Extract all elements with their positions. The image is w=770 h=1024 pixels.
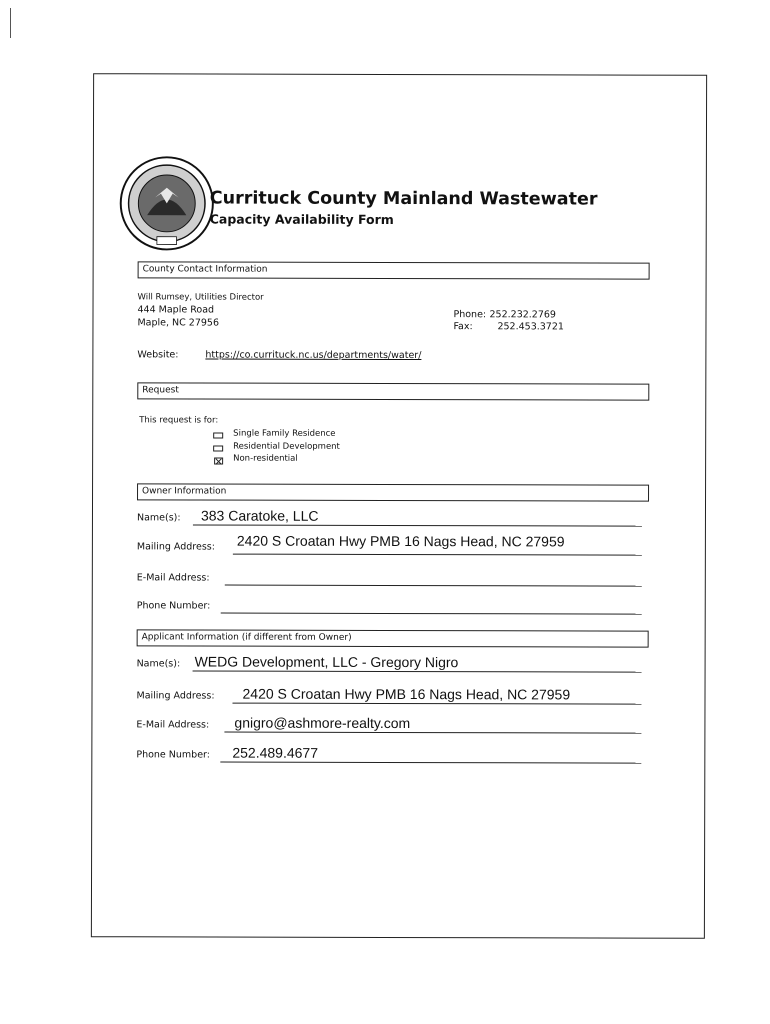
applicant-mailing-value: 2420 S Croatan Hwy PMB 16 Nags Head, NC 27959 [242,685,571,703]
owner-email-field[interactable] [137,567,642,586]
website-link[interactable]: https://co.currituck.nc.us/departments/water/ [205,349,422,362]
contact-address-line2: Maple, NC 27956 [137,317,220,329]
website-label: Website: [137,349,179,361]
form-page [91,73,707,939]
contact-phone-label: Phone: [453,309,487,321]
owner-name-field[interactable] [137,507,642,526]
owner-name-underline [193,524,642,526]
single-family-label: Single Family Residence [233,428,336,439]
applicant-name-label: Name(s): [136,658,181,670]
owner-mailing-field[interactable] [136,532,642,555]
form-subtitle: Capacity Availability Form [209,211,394,227]
applicant-name-value: WEDG Development, LLC - Gregory Nigro [194,653,459,671]
owner-email-underline [225,585,642,587]
applicant-email-label: E-Mail Address: [136,719,210,731]
applicant-phone-value: 252.489.4677 [232,744,319,761]
owner-phone-underline [221,613,642,615]
owner-mailing-value: 2420 S Croatan Hwy PMB 16 Nags Head, NC 27959 [236,532,565,550]
applicant-phone-label: Phone Number: [136,749,211,761]
single-family-checkbox[interactable] [213,433,223,439]
county-contact-section-header: County Contact Information [138,261,650,279]
residential-development-checkbox[interactable] [213,446,223,452]
applicant-phone-field[interactable] [136,744,641,763]
contact-address-line1: 444 Maple Road [137,304,215,316]
owner-email-label: E-Mail Address: [136,572,210,584]
applicant-email-field[interactable] [136,714,641,733]
contact-fax-value: 252.453.3721 [497,321,564,333]
request-section-header: Request [137,382,649,400]
contact-fax-label: Fax: [453,321,473,333]
owner-phone-label: Phone Number: [136,600,211,612]
form-title: Currituck County Mainland Wastewater [209,188,598,210]
county-seal-icon [118,154,216,252]
residential-development-label: Residential Development [233,441,340,452]
applicant-name-field[interactable] [137,653,642,672]
owner-mailing-underline [233,554,642,556]
applicant-mailing-label: Mailing Address: [136,690,215,702]
scan-edge-mark [10,8,11,38]
applicant-mailing-field[interactable] [136,685,641,704]
applicant-email-value: gnigro@ashmore-realty.com [234,714,411,732]
applicant-email-underline [224,732,641,734]
applicant-mailing-underline [232,703,641,705]
owner-section-header: Owner Information [137,483,649,501]
contact-name: Will Rumsey, Utilities Director [137,292,264,303]
owner-phone-field[interactable] [137,595,642,614]
owner-mailing-label: Mailing Address: [136,541,215,553]
applicant-name-underline [193,670,642,672]
non-residential-checkbox[interactable] [214,458,223,465]
applicant-phone-underline [220,762,641,764]
contact-phone-value: 252.232.2769 [489,309,556,321]
request-intro: This request is for: [139,415,219,426]
applicant-section-header: Applicant Information (if different from Owner) [137,629,649,647]
non-residential-label: Non-residential [233,453,298,464]
owner-name-label: Name(s): [136,512,181,524]
owner-name-value: 383 Caratoke, LLC [200,507,319,524]
